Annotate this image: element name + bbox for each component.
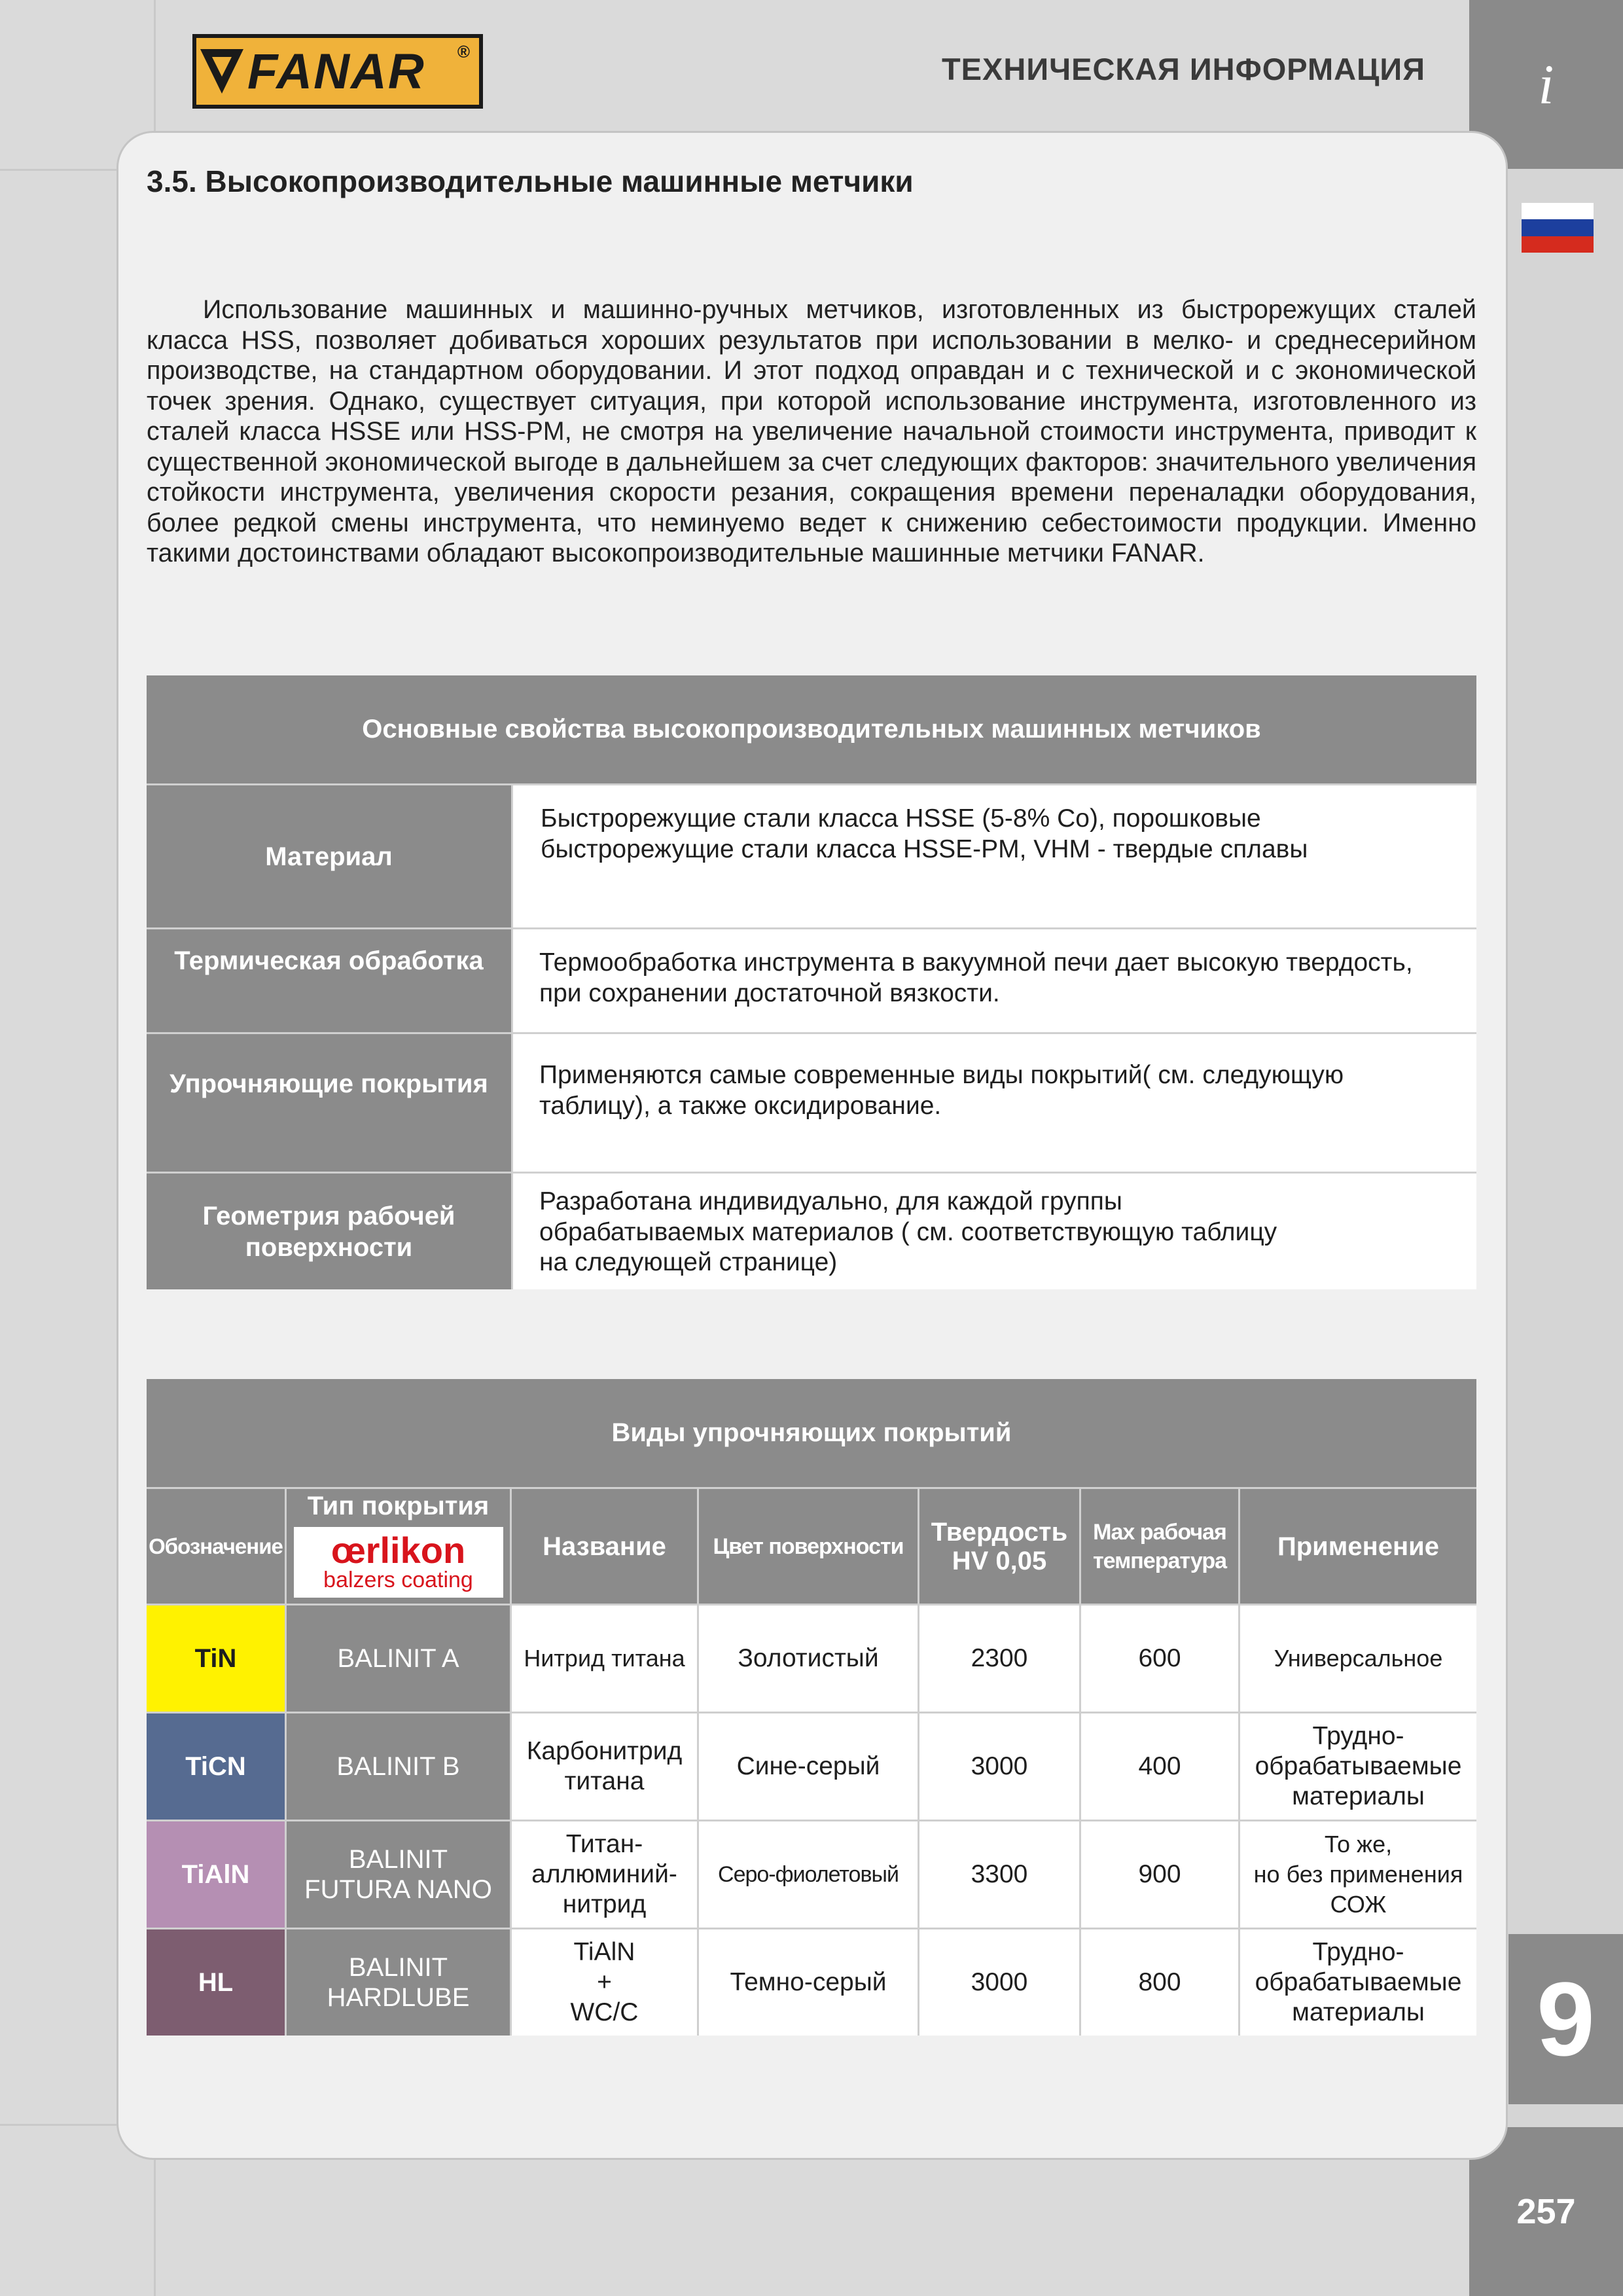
- coating-surface-color: Темно-серый: [699, 1929, 919, 2036]
- table-row: [147, 1712, 1476, 1820]
- oerlikon-logo-main: œrlikon: [330, 1530, 466, 1571]
- header-name: Название: [512, 1489, 699, 1604]
- coating-code: TiCN: [147, 1713, 287, 1820]
- property-label: Термическая обработка: [147, 929, 513, 1032]
- table-row: [147, 783, 1476, 927]
- properties-table: [147, 675, 1476, 1289]
- chapter-number: 9: [1537, 1960, 1595, 2077]
- coating-max-temperature: 800: [1081, 1929, 1240, 2036]
- coating-name: Карбонитрид титана: [512, 1713, 699, 1820]
- oerlikon-logo-sub: balzers coating: [323, 1568, 473, 1592]
- property-value: Быстрорежущие стали класса HSSE (5-8% Co), порошковые быстрорежущие стали класса HSSE-PM, VHM - твердые сплавы: [513, 785, 1476, 927]
- table-row: [147, 1172, 1476, 1289]
- coating-application: То же, но без применения СОЖ: [1240, 1821, 1476, 1928]
- property-label: Упрочняющие покрытия: [147, 1034, 513, 1172]
- coatings-table: [147, 1379, 1476, 2036]
- header-coating-type: [287, 1489, 512, 1604]
- header-hardness: Твердость HV 0,05: [919, 1489, 1081, 1604]
- coating-max-temperature: 400: [1081, 1713, 1240, 1820]
- page-header-title: ТЕХНИЧЕСКАЯ ИНФОРМАЦИЯ: [941, 52, 1425, 86]
- coating-name: TiAlN + WC/C: [512, 1929, 699, 2036]
- logo-v-mark-icon: [196, 38, 247, 105]
- flag-stripe-red: [1522, 236, 1594, 253]
- property-value: Применяются самые современные виды покрытий( см. следующую таблицу), а также оксидирование.: [513, 1034, 1476, 1172]
- coatings-header-row: [147, 1487, 1476, 1604]
- header-coating-type-label: Тип покрытия: [307, 1492, 490, 1520]
- coating-application: Трудно- обрабатываемые материалы: [1240, 1713, 1476, 1820]
- coating-max-temperature: 900: [1081, 1821, 1240, 1928]
- coating-hardness: 3300: [919, 1821, 1081, 1928]
- property-label: Материал: [147, 785, 513, 927]
- oerlikon-logo: [294, 1527, 503, 1598]
- russian-flag-icon: [1522, 203, 1594, 253]
- coating-code: HL: [147, 1929, 287, 2036]
- intro-paragraph: Использование машинных и машинно-ручных метчиков, изготовленных из быстрорежущих сталей класса HSS, позволяет добиваться хороших результатов при использовании в мелко- и среднесерийном производстве, на стандартном оборудовании. И этот подход оправдан и с технической и с экономической точек зрения. Однако, существует ситуация, при которой использование инструмента, изготовленного из сталей класса HSSE или HSS-PM, не смотря на увеличение начальной стоимости инструмента, приводит к существенной экономической выгоде в дальнейшем за счет следующих факторов: значительного увеличения стойкости инструмента, увеличения скорости резания, сокращения времени переналадки оборудования, более редкой смены инструмента, что неминуемо ведет к снижению себестоимости продукции. Именно такими достоинствами обладают высокопроизводительные машинные метчики FANAR.: [147, 295, 1476, 567]
- header-code: Обозначение: [147, 1489, 287, 1604]
- logo-registered-mark: ®: [457, 42, 470, 62]
- properties-table-title: Основные свойства высокопроизводительных машинных метчиков: [147, 675, 1476, 783]
- table-row: [147, 1604, 1476, 1712]
- property-label: Геометрия рабочей поверхности: [147, 1174, 513, 1289]
- coating-max-temperature: 600: [1081, 1605, 1240, 1712]
- coating-application: Трудно- обрабатываемые материалы: [1240, 1929, 1476, 2036]
- coating-code: TiAlN: [147, 1821, 287, 1928]
- flag-stripe-blue: [1522, 219, 1594, 236]
- info-icon: i: [1538, 53, 1554, 116]
- header-max-temperature: Max рабочая температура: [1081, 1489, 1240, 1604]
- coatings-table-title: Виды упрочняющих покрытий: [147, 1379, 1476, 1487]
- coating-type: BALINIT FUTURA NANO: [287, 1821, 512, 1928]
- table-row: [147, 927, 1476, 1032]
- coating-type: BALINIT B: [287, 1713, 512, 1820]
- fanar-logo: [192, 34, 483, 109]
- coating-surface-color: Золотистый: [699, 1605, 919, 1712]
- margin-divider-bottom: [0, 2124, 118, 2126]
- coating-application: Универсальное: [1240, 1605, 1476, 1712]
- property-value: Термообработка инструмента в вакуумной печи дает высокую твердость, при сохранении достаточной вязкости.: [513, 929, 1476, 1032]
- coating-type: BALINIT A: [287, 1605, 512, 1712]
- page-number: 257: [1516, 2192, 1576, 2231]
- coating-surface-color: Серо-фиолетовый: [699, 1821, 919, 1928]
- coating-surface-color: Сине-серый: [699, 1713, 919, 1820]
- header-application: Применение: [1277, 1532, 1439, 1561]
- margin-divider-top: [0, 169, 118, 171]
- coating-type: BALINIT HARDLUBE: [287, 1929, 512, 2036]
- coating-hardness: 3000: [919, 1929, 1081, 2036]
- coating-name: Нитрид титана: [512, 1605, 699, 1712]
- coating-name: Титан- аллюминий- нитрид: [512, 1821, 699, 1928]
- chapter-tab: [1508, 1934, 1623, 2104]
- header-surface-color: Цвет поверхности: [699, 1489, 919, 1604]
- coating-hardness: 2300: [919, 1605, 1081, 1712]
- property-value: Разработана индивидуально, для каждой группы обрабатываемых материалов ( см. соответствующую таблицу на следующей странице): [513, 1174, 1476, 1289]
- coating-code: TiN: [147, 1605, 287, 1712]
- flag-stripe-white: [1522, 203, 1594, 219]
- table-row: [147, 1032, 1476, 1172]
- coating-hardness: 3000: [919, 1713, 1081, 1820]
- table-row: [147, 1928, 1476, 2036]
- table-row: [147, 1820, 1476, 1928]
- logo-wordmark: FANAR: [247, 43, 425, 99]
- section-title: 3.5. Высокопроизводительные машинные метчики: [147, 164, 914, 198]
